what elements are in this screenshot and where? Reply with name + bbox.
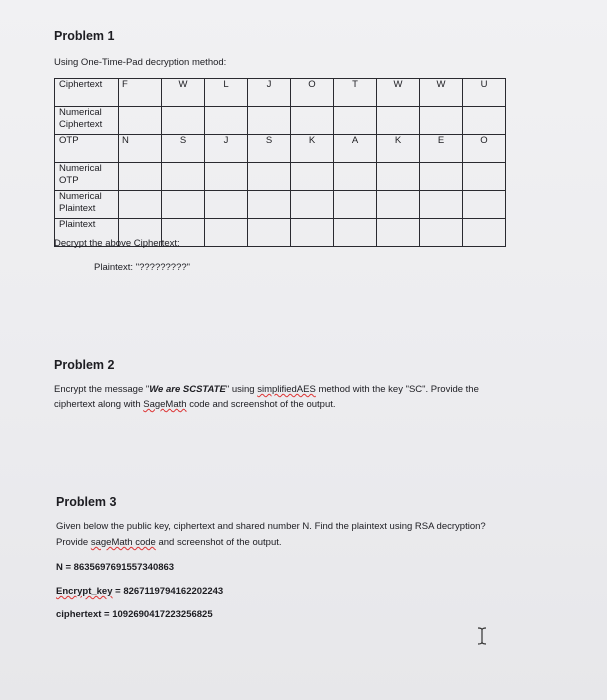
otp-cell: J: [205, 135, 248, 163]
otp-cell: [248, 107, 291, 135]
problem1-subtitle: Using One-Time-Pad decryption method:: [54, 57, 227, 68]
otp-cell: [205, 163, 248, 191]
otp-cell: [420, 219, 463, 247]
otp-row-header: Numerical Plaintext: [55, 191, 119, 219]
problem2-tool: SageMath: [143, 399, 187, 410]
otp-cell: [248, 191, 291, 219]
otp-cell: [119, 163, 162, 191]
otp-row-header: OTP: [55, 135, 119, 163]
problem1-title: Problem 1: [54, 29, 115, 43]
otp-cell: [463, 219, 506, 247]
problem2-method: simplifiedAES: [257, 384, 316, 395]
otp-table-row: [55, 135, 506, 163]
otp-cell: J: [248, 79, 291, 107]
problem3-line2-post: and screenshot of the output.: [155, 537, 282, 548]
otp-cell: [162, 107, 205, 135]
problem3-line1: Given below the public key, ciphertext and shared number N. Find the plaintext using RSA decryption?: [56, 521, 486, 532]
otp-cell: [205, 191, 248, 219]
otp-table-row: [55, 191, 506, 219]
otp-cell: [162, 163, 205, 191]
otp-cell: L: [205, 79, 248, 107]
otp-cell: [334, 163, 377, 191]
rsa-key-value: = 8267119794162202243: [112, 586, 224, 597]
otp-cell: [248, 163, 291, 191]
otp-cell: [377, 191, 420, 219]
problem2-line1-mid: " using: [225, 384, 258, 395]
otp-table: [54, 78, 506, 247]
problem2-line2: [54, 399, 554, 410]
otp-table-row: [55, 107, 506, 135]
otp-cell: W: [377, 79, 420, 107]
otp-cell: [334, 219, 377, 247]
problem2-line1: [54, 384, 554, 395]
otp-cell: [420, 191, 463, 219]
problem2-line1-post: method with the key "SC". Provide the: [315, 384, 479, 395]
otp-row-header: Numerical OTP: [55, 163, 119, 191]
otp-cell: [463, 191, 506, 219]
text-cursor-icon: [476, 626, 488, 646]
otp-cell: [119, 191, 162, 219]
otp-cell: [291, 219, 334, 247]
problem3-line2: [56, 537, 556, 548]
otp-cell: F: [119, 79, 162, 107]
problem2-title: Problem 2: [54, 358, 115, 372]
otp-cell: O: [291, 79, 334, 107]
otp-cell: [334, 191, 377, 219]
otp-cell: [291, 107, 334, 135]
otp-cell: [463, 107, 506, 135]
otp-cell: [119, 107, 162, 135]
otp-cell: W: [420, 79, 463, 107]
otp-cell: [420, 107, 463, 135]
otp-cell: A: [334, 135, 377, 163]
otp-cell: [248, 219, 291, 247]
otp-cell: U: [463, 79, 506, 107]
rsa-n-value: N = 8635697691557340863: [56, 562, 175, 573]
otp-cell: [334, 107, 377, 135]
problem2-line1-pre: Encrypt the message ": [54, 384, 150, 395]
otp-row-header: Ciphertext: [55, 79, 119, 107]
otp-cell: [205, 219, 248, 247]
problem2-line2-pre: ciphertext along with: [54, 399, 144, 410]
problem2-line2-post: code and screenshot of the output.: [186, 399, 336, 410]
otp-cell: [162, 191, 205, 219]
otp-cell: [377, 163, 420, 191]
otp-cell: K: [377, 135, 420, 163]
problem3-title: Problem 3: [56, 495, 117, 509]
otp-cell: [205, 107, 248, 135]
rsa-key-label: Encrypt_key: [56, 586, 113, 597]
otp-cell: [463, 163, 506, 191]
problem2-message: We are SCSTATE: [149, 384, 226, 395]
problem3-tool: sageMath code: [90, 537, 156, 548]
otp-table-row: [55, 163, 506, 191]
otp-table-row: [55, 79, 506, 107]
otp-row-header: Numerical Ciphertext: [55, 107, 119, 135]
otp-cell: [420, 163, 463, 191]
otp-cell: E: [420, 135, 463, 163]
otp-cell: T: [334, 79, 377, 107]
rsa-key: [56, 586, 223, 597]
otp-cell: [377, 219, 420, 247]
otp-row-header: Plaintext: [55, 219, 119, 247]
otp-cell: O: [463, 135, 506, 163]
otp-cell: [291, 163, 334, 191]
otp-cell: W: [162, 79, 205, 107]
problem1-instruction: Decrypt the above Ciphertext:: [54, 238, 180, 249]
otp-cell: S: [162, 135, 205, 163]
problem3-line2-pre: Provide: [56, 537, 91, 548]
otp-cell: [291, 191, 334, 219]
otp-cell: [377, 107, 420, 135]
rsa-ciphertext: ciphertext = 1092690417223256825: [56, 609, 213, 620]
otp-cell: K: [291, 135, 334, 163]
otp-cell: S: [248, 135, 291, 163]
otp-cell: N: [119, 135, 162, 163]
problem1-answer: Plaintext: "?????????": [94, 262, 191, 273]
